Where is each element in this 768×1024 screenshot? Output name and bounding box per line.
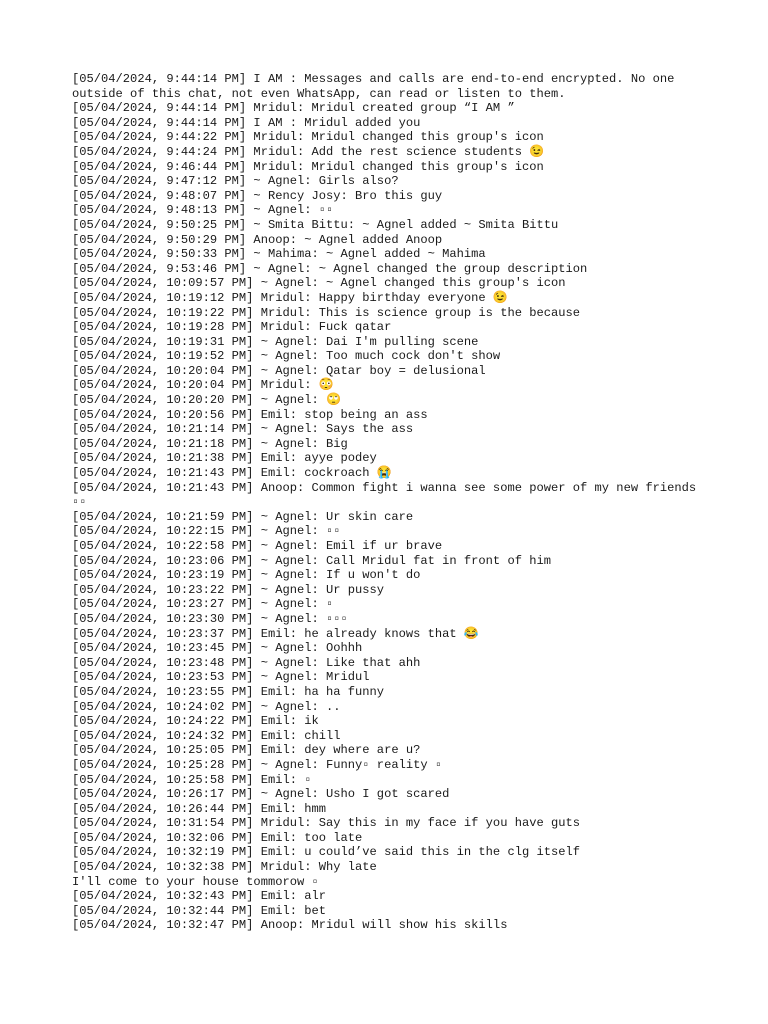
chat-message-line: [05/04/2024, 10:23:37 PM] Emil: he already knows that 😂 xyxy=(72,626,479,641)
chat-message-line: [05/04/2024, 10:19:12 PM] Mridul: Happy birthday everyone 😉 xyxy=(72,290,508,305)
chat-message-line: [05/04/2024, 9:48:13 PM] ~ Agnel: ▫▫ xyxy=(72,203,334,218)
chat-message-line: [05/04/2024, 10:22:58 PM] ~ Agnel: Emil if ur brave xyxy=(72,539,443,553)
chat-message-line: [05/04/2024, 10:23:48 PM] ~ Agnel: Like that ahh xyxy=(72,655,421,670)
chat-message-line: [05/04/2024, 10:23:53 PM] ~ Agnel: Mridul xyxy=(72,670,370,685)
chat-message-line: [05/04/2024, 10:32:47 PM] Anoop: Mridul will show his skills xyxy=(72,918,508,933)
chat-transcript xyxy=(72,72,702,933)
chat-message-line: [05/04/2024, 10:09:57 PM] ~ Agnel: ~ Agnel changed this group's icon xyxy=(72,276,566,291)
chat-message-line: [05/04/2024, 10:20:56 PM] Emil: stop being an ass xyxy=(72,407,428,422)
chat-message-line: [05/04/2024, 10:23:19 PM] ~ Agnel: If u won't do xyxy=(72,568,421,583)
chat-message-line: [05/04/2024, 9:50:33 PM] ~ Mahima: ~ Agnel added ~ Mahima xyxy=(72,247,486,262)
chat-message-line: [05/04/2024, 10:20:04 PM] ~ Agnel: Qatar boy = delusional xyxy=(72,363,486,378)
chat-message-line: [05/04/2024, 9:50:29 PM] Anoop: ~ Agnel added Anoop xyxy=(72,232,443,247)
chat-message-line: [05/04/2024, 10:21:43 PM] Anoop: Common fight i wanna see some power of my new friends ▫▫ xyxy=(72,480,704,510)
chat-message-line: [05/04/2024, 10:32:38 PM] Mridul: Why late I'll come to your house tommorow ▫ xyxy=(72,860,377,889)
chat-message-line: [05/04/2024, 10:23:45 PM] ~ Agnel: Oohhh xyxy=(72,641,363,656)
chat-message-line: [05/04/2024, 10:19:28 PM] Mridul: Fuck qatar xyxy=(72,320,392,335)
chat-message-line: [05/04/2024, 10:24:32 PM] Emil: chill xyxy=(72,728,341,743)
chat-message-line: [05/04/2024, 10:21:43 PM] Emil: cockroach 😭 xyxy=(72,466,392,481)
chat-message-line: [05/04/2024, 10:19:31 PM] ~ Agnel: Dai I'm pulling scene xyxy=(72,334,479,349)
chat-message-line: [05/04/2024, 10:23:22 PM] ~ Agnel: Ur pussy xyxy=(72,582,385,597)
chat-message-line: [05/04/2024, 10:32:19 PM] Emil: u could’ve said this in the clg itself xyxy=(72,845,581,860)
chat-message-line: [05/04/2024, 9:46:44 PM] Mridul: Mridul changed this group's icon xyxy=(72,159,544,174)
chat-message-line: [05/04/2024, 10:23:06 PM] ~ Agnel: Call Mridul fat in front of him xyxy=(72,553,551,568)
chat-message-line: [05/04/2024, 10:19:52 PM] ~ Agnel: Too much cock don't show xyxy=(72,349,501,364)
chat-message-line: [05/04/2024, 10:32:06 PM] Emil: too late xyxy=(72,830,363,845)
chat-message-line: [05/04/2024, 10:23:30 PM] ~ Agnel: ▫▫▫ xyxy=(72,611,348,626)
chat-message-line: [05/04/2024, 10:21:59 PM] ~ Agnel: Ur skin care xyxy=(72,509,414,524)
chat-message-line: [05/04/2024, 10:19:22 PM] Mridul: This is science group is the because xyxy=(72,305,581,320)
chat-message-line: [05/04/2024, 9:44:24 PM] Mridul: Add the rest science students 😉 xyxy=(72,144,545,159)
chat-message-line: [05/04/2024, 9:44:14 PM] Mridul: Mridul created group “I AM ” xyxy=(72,101,515,116)
chat-message-line: [05/04/2024, 10:24:02 PM] ~ Agnel: .. xyxy=(72,699,341,714)
chat-message-line: [05/04/2024, 9:44:14 PM] I AM : Messages and calls are end-to-end encrypted. No one outside of this chat, not even WhatsApp, can read or listen to them. xyxy=(72,72,682,101)
chat-message-line: [05/04/2024, 10:32:43 PM] Emil: alr xyxy=(72,889,327,904)
chat-message-line: [05/04/2024, 10:20:04 PM] Mridul: 😳 xyxy=(72,378,334,393)
chat-message-line: [05/04/2024, 10:31:54 PM] Mridul: Say this in my face if you have guts xyxy=(72,816,581,831)
chat-message-line: [05/04/2024, 10:25:28 PM] ~ Agnel: Funny▫ reality ▫ xyxy=(72,757,443,772)
chat-message-line: [05/04/2024, 9:44:22 PM] Mridul: Mridul changed this group's icon xyxy=(72,130,544,145)
chat-message-line: [05/04/2024, 10:21:18 PM] ~ Agnel: Big xyxy=(72,436,348,451)
chat-message-line: [05/04/2024, 10:23:55 PM] Emil: ha ha funny xyxy=(72,684,385,699)
chat-message-line: [05/04/2024, 10:32:44 PM] Emil: bet xyxy=(72,903,327,918)
chat-message-line: [05/04/2024, 10:21:14 PM] ~ Agnel: Says the ass xyxy=(72,422,414,437)
chat-message-line: [05/04/2024, 10:21:38 PM] Emil: ayye podey xyxy=(72,451,377,466)
chat-message-line: [05/04/2024, 10:24:22 PM] Emil: ik xyxy=(72,714,319,729)
chat-message-line: [05/04/2024, 9:47:12 PM] ~ Agnel: Girls also? xyxy=(72,174,399,189)
chat-message-line: [05/04/2024, 9:50:25 PM] ~ Smita Bittu: ~ Agnel added ~ Smita Bittu xyxy=(72,217,559,232)
chat-message-line: [05/04/2024, 10:20:20 PM] ~ Agnel: 🙄 xyxy=(72,393,342,408)
chat-message-line: [05/04/2024, 10:26:17 PM] ~ Agnel: Usho I got scared xyxy=(72,787,450,802)
chat-message-line: [05/04/2024, 9:48:07 PM] ~ Rency Josy: Bro this guy xyxy=(72,188,443,203)
chat-message-line: [05/04/2024, 10:22:15 PM] ~ Agnel: ▫▫ xyxy=(72,524,341,539)
chat-message-line: [05/04/2024, 10:25:58 PM] Emil: ▫ xyxy=(72,772,312,787)
chat-message-line: [05/04/2024, 10:25:05 PM] Emil: dey where are u? xyxy=(72,743,421,758)
chat-message-line: [05/04/2024, 10:23:27 PM] ~ Agnel: ▫ xyxy=(72,597,334,612)
chat-message-line: [05/04/2024, 10:26:44 PM] Emil: hmm xyxy=(72,801,327,816)
chat-message-line: [05/04/2024, 9:44:14 PM] I AM : Mridul added you xyxy=(72,115,421,130)
chat-message-line: [05/04/2024, 9:53:46 PM] ~ Agnel: ~ Agnel changed the group description xyxy=(72,261,588,276)
